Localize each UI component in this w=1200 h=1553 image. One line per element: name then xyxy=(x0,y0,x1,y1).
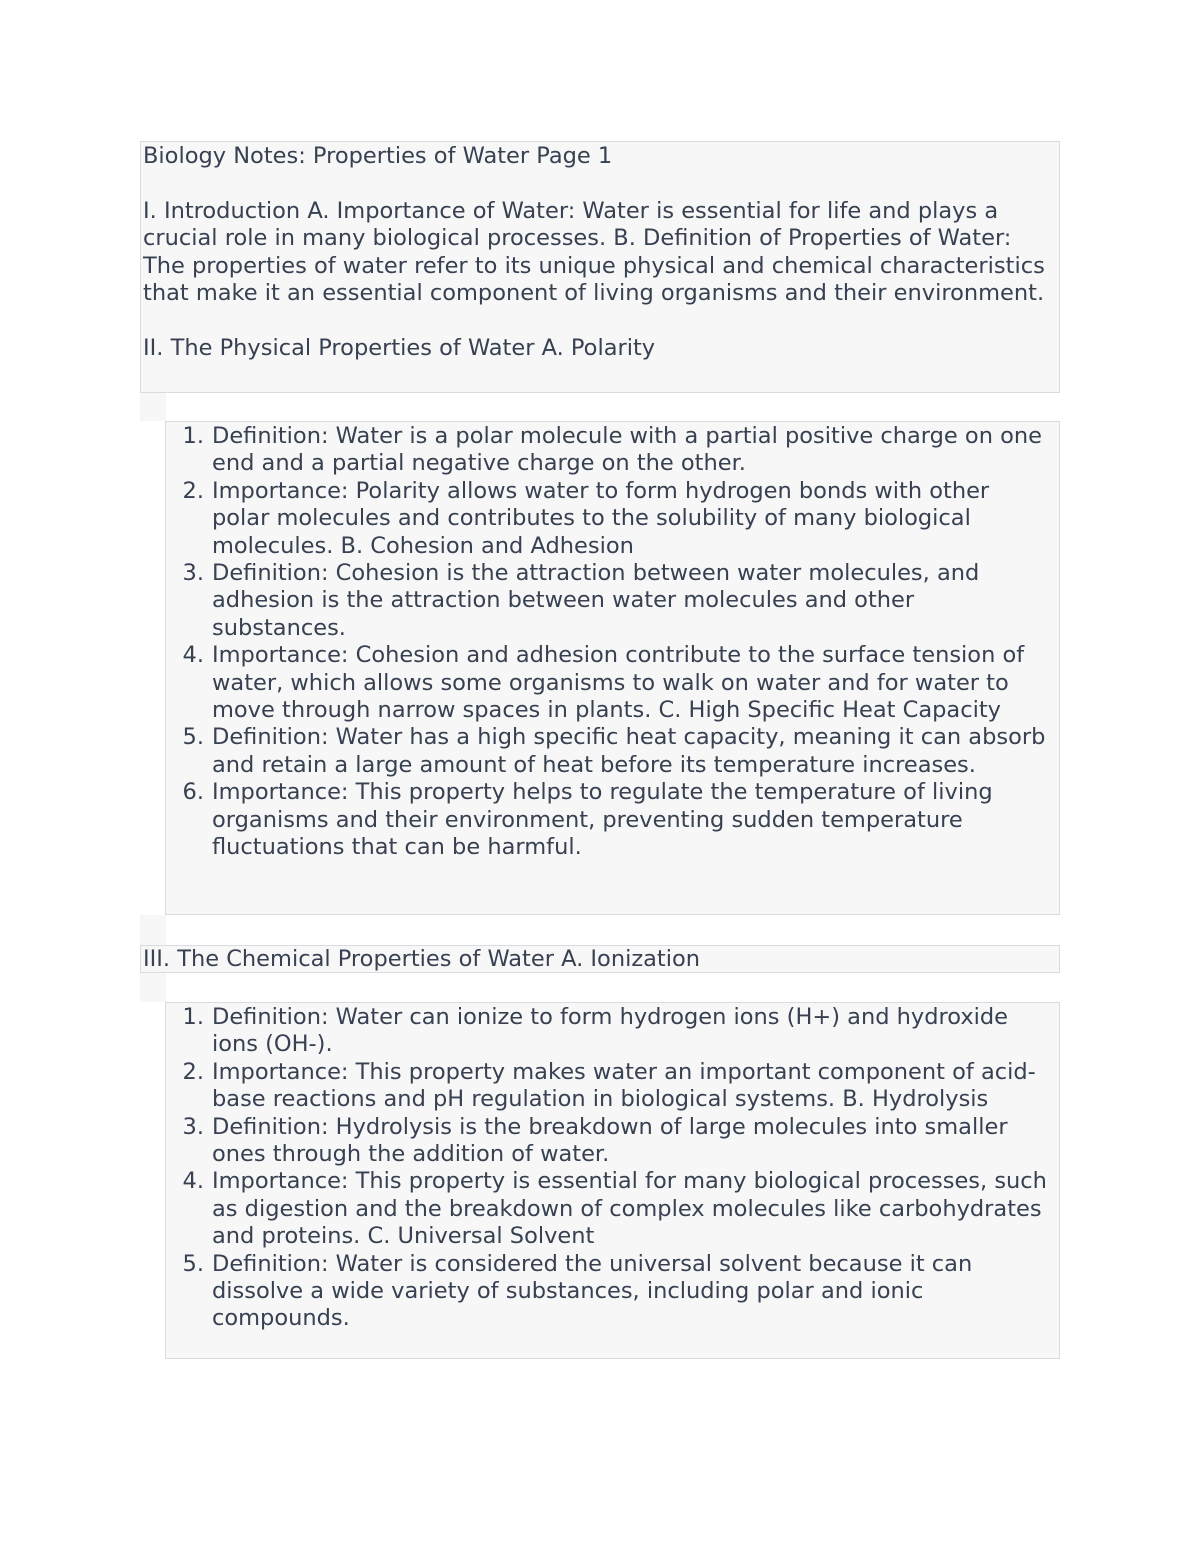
list-item-text: Definition: Cohesion is the attraction between water molecules, and adhesion is the attraction between water molecules and other substances. xyxy=(212,560,980,641)
chemical-properties-list xyxy=(166,1004,1051,1333)
chemical-properties-list-block xyxy=(165,1002,1060,1359)
list-item xyxy=(166,1114,1051,1169)
list-item-number: 5. xyxy=(182,1250,204,1277)
list-item-number: 1. xyxy=(182,1004,204,1030)
list-item xyxy=(166,423,1051,478)
list-item-number: 2. xyxy=(182,477,204,504)
list-item-text: Definition: Water is considered the universal solvent because it can dissolve a wide variety of substances, including polar and ionic compounds. xyxy=(212,1250,973,1332)
list-item-text: Definition: Water has a high specific heat capacity, meaning it can absorb and retain a large amount of heat before its temperature increases. xyxy=(212,724,1046,778)
list-item-number: 5. xyxy=(182,724,204,751)
list-item xyxy=(166,724,1051,779)
block-connector xyxy=(140,973,166,1002)
list-item-number: 3. xyxy=(182,1113,204,1140)
document-title: Biology Notes: Properties of Water Page 1 xyxy=(143,143,613,169)
list-item-text: Importance: Polarity allows water to form hydrogen bonds with other polar molecules and contributes to the solubility of many biological molecules. B. Cohesion and Adhesion xyxy=(212,477,990,559)
list-item-text: Definition: Hydrolysis is the breakdown of large molecules into smaller ones through the addition of water. xyxy=(212,1113,1008,1168)
list-item-text: Importance: This property helps to regulate the temperature of living organisms and their environment, preventing sudden temperature fluctuations that can be harmful. xyxy=(212,779,993,861)
block-connector xyxy=(140,915,166,945)
list-item-text: Definition: Water is a polar molecule with a partial positive charge on one end and a partial negative charge on the other. xyxy=(212,423,1042,477)
list-item xyxy=(166,779,1051,861)
paragraph-gap xyxy=(143,307,1051,334)
block-connector xyxy=(140,393,166,421)
paragraph-gap xyxy=(143,170,1051,197)
list-item xyxy=(166,1004,1051,1059)
section-chemical-heading: III. The Chemical Properties of Water A. Ionization xyxy=(143,946,701,972)
section-physical-heading: II. The Physical Properties of Water A. Polarity xyxy=(143,334,656,361)
list-item xyxy=(166,1168,1051,1250)
list-item-text: Definition: Water can ionize to form hydrogen ions (H+) and hydroxide ions (OH-). xyxy=(212,1004,1009,1058)
list-item-text: Importance: This property makes water an important component of acid-base reactions and pH regulation in biological systems. B. Hydrolysis xyxy=(212,1058,1036,1113)
list-item xyxy=(166,1059,1051,1114)
intro-text-block xyxy=(140,141,1060,393)
list-item xyxy=(166,1251,1051,1333)
list-item xyxy=(166,560,1051,642)
list-item-number: 4. xyxy=(182,642,204,669)
list-item xyxy=(166,642,1051,724)
list-item-number: 2. xyxy=(182,1058,204,1085)
physical-properties-list-block xyxy=(165,421,1060,915)
list-item-text: Importance: This property is essential for many biological processes, such as digestion and the breakdown of complex molecules like carbohydrates and proteins. C. Universal Solvent xyxy=(212,1168,1047,1250)
section-introduction: I. Introduction A. Importance of Water: Water is essential for life and plays a crucial role in many biological processes. B. Definition of Properties of Water: The properties of water refer to its unique physical and chemical characteristics that make it an essential component of living organisms and their environment. xyxy=(143,197,1045,307)
section-chemical-heading-block xyxy=(140,945,1060,973)
physical-properties-list xyxy=(166,423,1051,862)
list-item-text: Importance: Cohesion and adhesion contribute to the surface tension of water, which allows some organisms to walk on water and for water to move through narrow spaces in plants. C. High Specific Heat Capacity xyxy=(212,642,1025,724)
list-item-number: 3. xyxy=(182,560,204,587)
list-item-number: 4. xyxy=(182,1168,204,1195)
list-item-number: 6. xyxy=(182,779,204,806)
list-item xyxy=(166,478,1051,560)
list-item-number: 1. xyxy=(182,423,204,449)
